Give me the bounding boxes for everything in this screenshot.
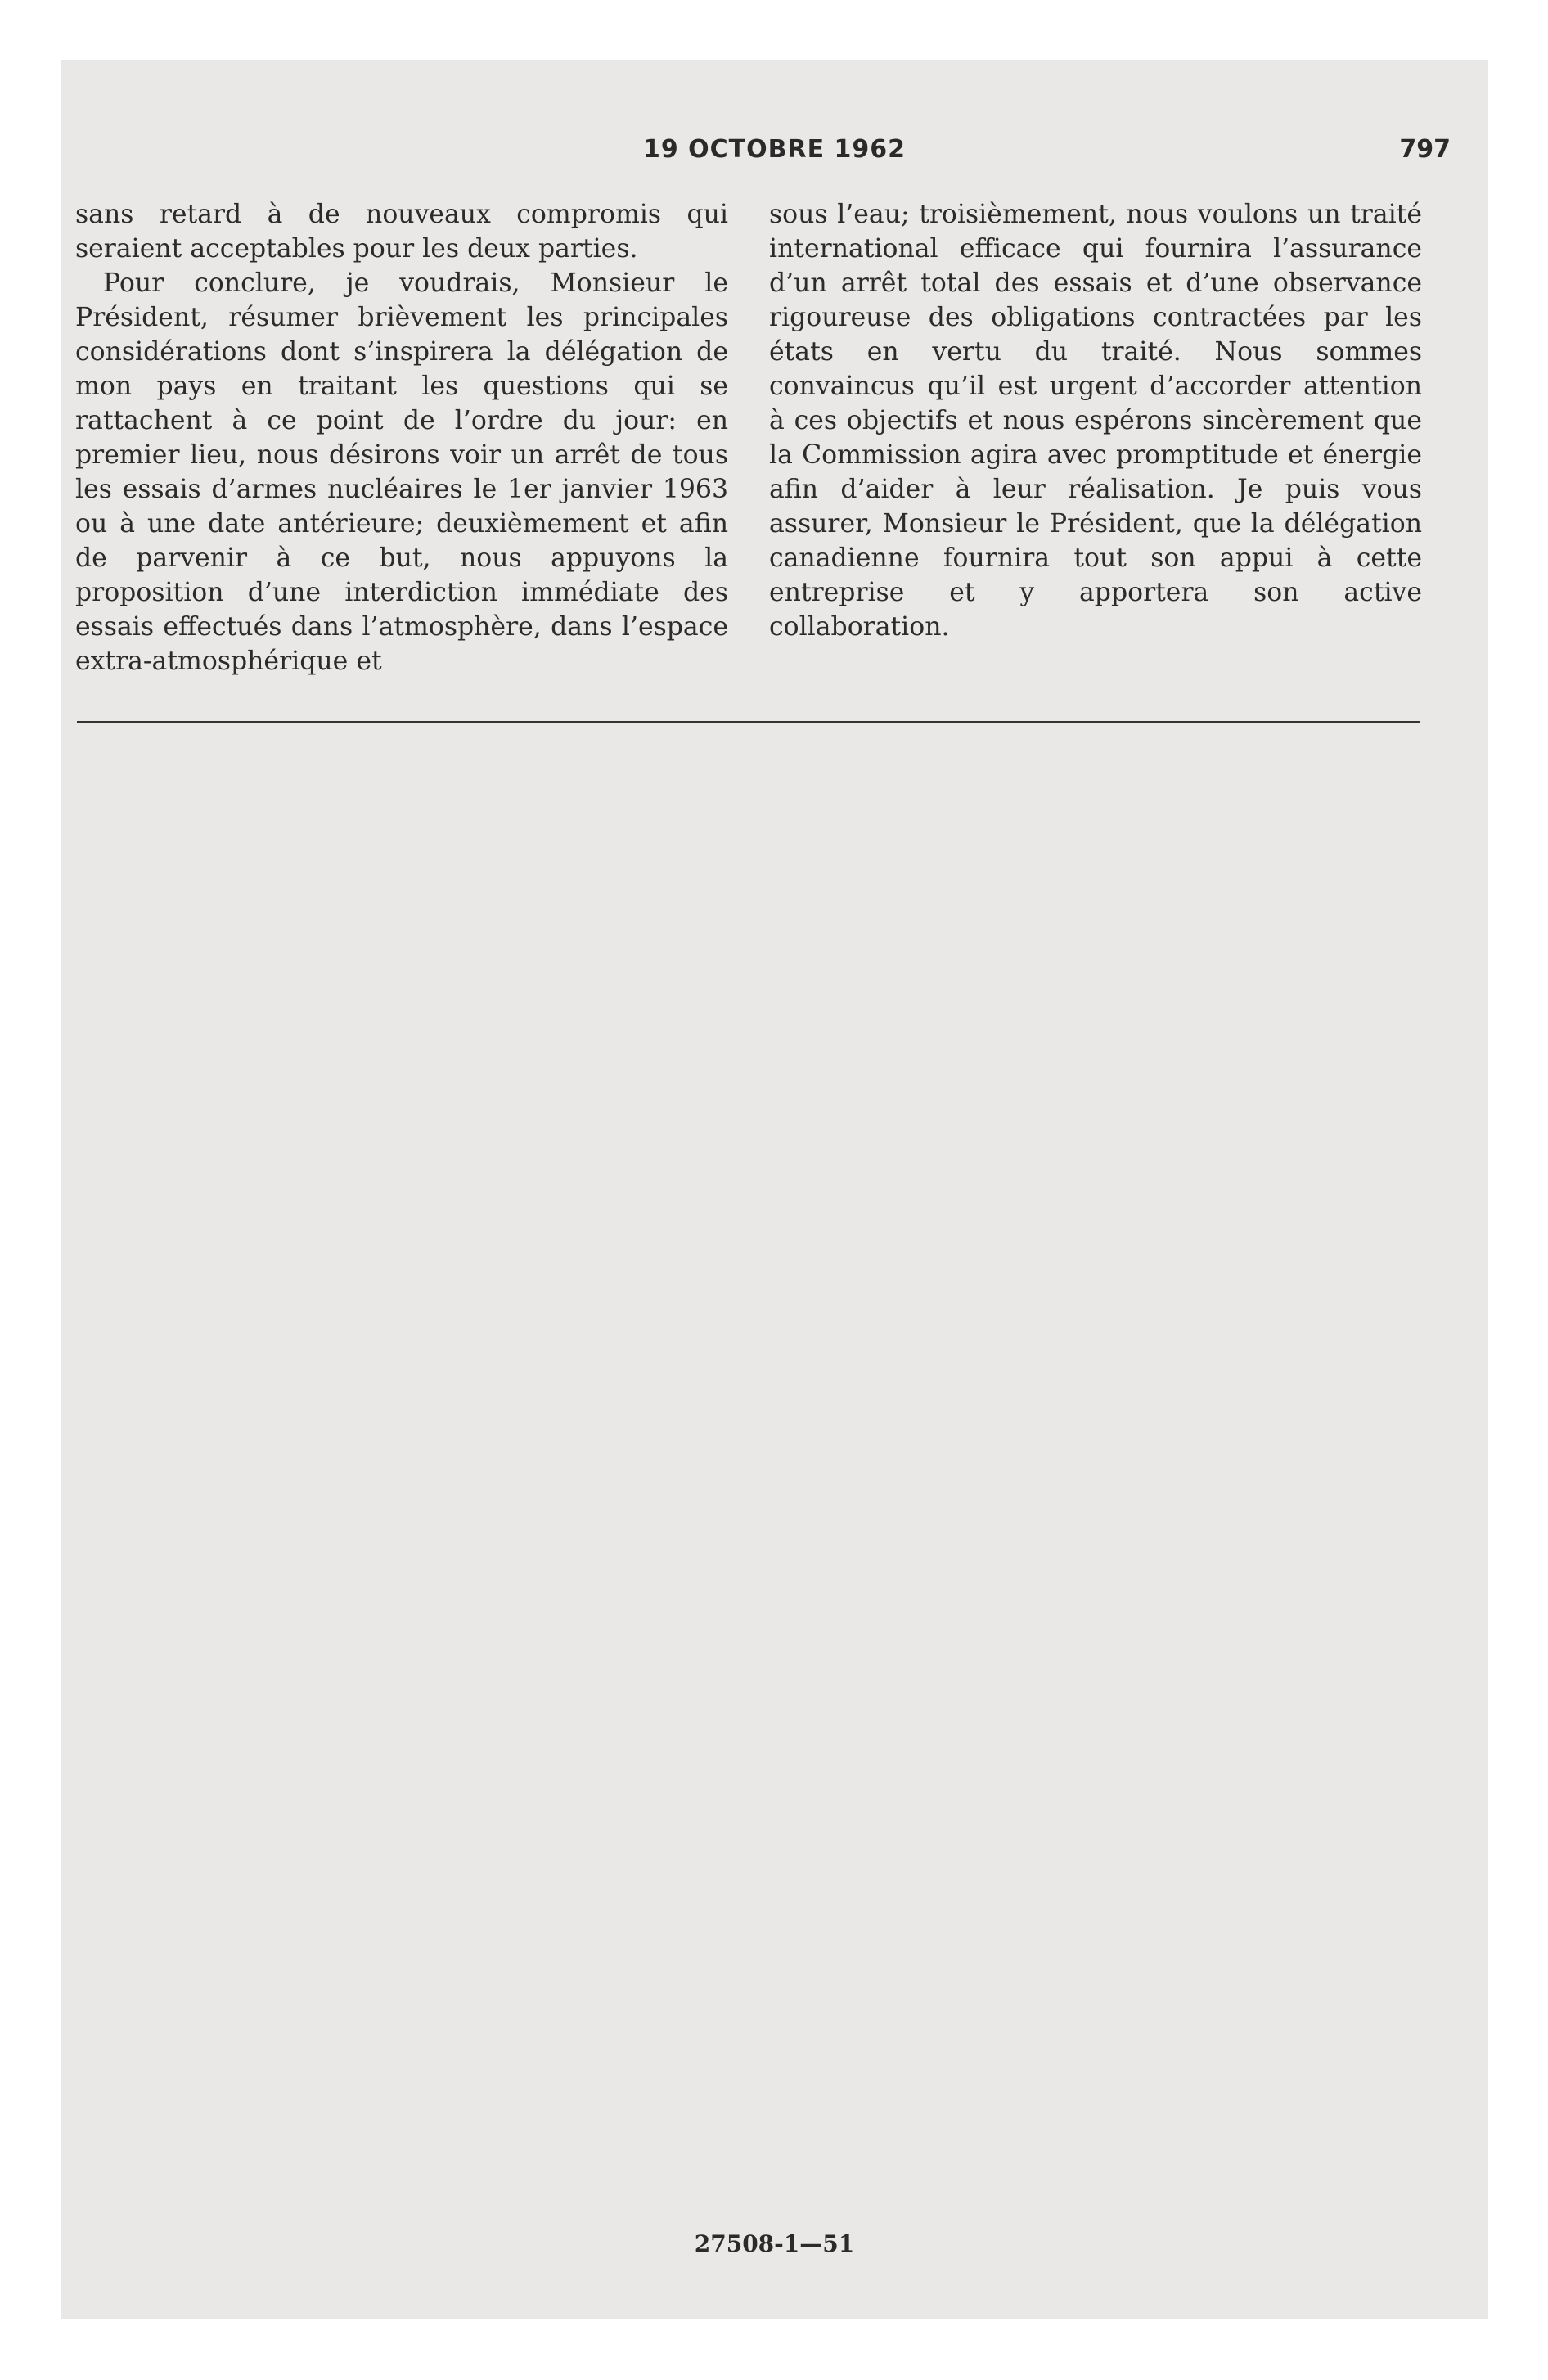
right-column — [769, 197, 1422, 644]
left-paragraph-2: Pour conclure, je voudrais, Monsieur le Président, résumer brièvement les principales considérations dont s’inspirera la délégation de mon pays en traitant les questions qui se rattachent à ce point de l’ordre du jour: en premier lieu, nous désirons voir un arrêt de tous les essais d’armes nucléaires le 1er janvier 1963 ou à une date antérieure; deuxièmement et afin de parvenir à ce but, nous appuyons la proposition d’une interdiction immédiate des essais effectués dans l’atmosphère, dans l’espace extra-atmosphérique et — [75, 268, 728, 676]
right-paragraph-1: sous l’eau; troisièmement, nous voulons un traité international efficace qui fournira l’assurance d’un arrêt total des essais et d’une observance rigoureuse des obligations contractées par les états en vertu du traité. Nous sommes convaincus qu’il est urgent d’accorder attention à ces objectifs et nous espérons sincèrement que la Commission agira avec promptitude et énergie afin d’aider à leur réalisation. Je puis vous assurer, Monsieur le Président, que la délégation canadienne fournira tout son appui à cette entreprise et y apportera son active collaboration. — [769, 200, 1422, 642]
scanned-page — [61, 60, 1488, 2319]
header-date: 19 OCTOBRE 1962 — [642, 135, 907, 164]
page-number: 797 — [1399, 135, 1451, 164]
horizontal-rule — [77, 721, 1420, 723]
page-header — [61, 135, 1488, 176]
left-paragraph-1: sans retard à de nouveaux compromis qui seraient acceptables pour les deux parties. — [75, 200, 728, 264]
left-column — [75, 197, 728, 678]
footer-code: 27508-1—51 — [694, 2230, 855, 2257]
